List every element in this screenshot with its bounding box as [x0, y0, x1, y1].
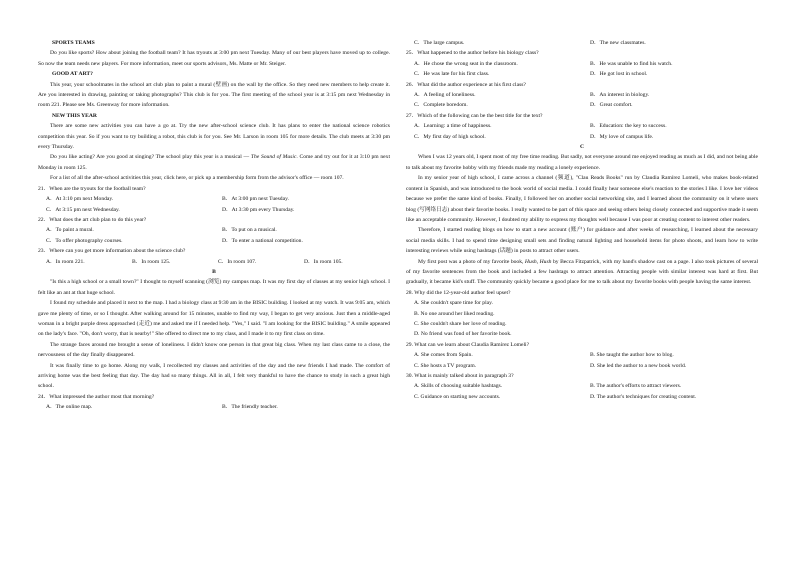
option: A．The online map.	[46, 404, 93, 411]
option: A．In room 221.	[46, 258, 85, 265]
option: D．The new classmates.	[590, 40, 646, 46]
option: B．In room 125.	[132, 258, 171, 265]
section-c-heading: C	[579, 144, 585, 151]
b-paragraph-2: I found my schedule and placed it next to the map. I had a biology class at 9:30 am in the BISIC building. I looked at my watch. It was 9:05 am, which gave me plenty of time, or so I thought. After walking around for 15 minutes, unable to find my way, I began to get very anxious. Just then a middle-aged woman in a bright purple dress approached (走近) me and asked me if I needed help. "Yes," I said. "I am looking for the BISIC building." A smile appeared on the lady's face. "Oh, don't worry, that is nearby!" She offered to direct me to my class, and I made it to my first class on time.	[38, 300, 390, 338]
b-paragraph-3: The strange faces around me brought a sense of loneliness. I didn't know one person in that great big class. When my last class came to a close, the nervousness of the day finally disappeared.	[38, 341, 390, 359]
option: B. No one around her liked reading.	[414, 310, 495, 317]
option: C．My first day of high school.	[414, 133, 486, 140]
option: C．To offer photography courses.	[46, 237, 123, 244]
option: C．The large campus.	[414, 40, 465, 46]
new-text-3: For a list of all the after-school activities this year, click here, or pick up a membership form from the advisor's office — room 107.	[50, 175, 344, 182]
question-27: 27．Which of the following can be the best title for the text?	[406, 112, 543, 119]
option: B．An interest in biology.	[590, 92, 650, 99]
c-paragraph-1: When I was 12 years old, I spent most of my free time reading. But sadly, not everyone around me enjoyed reading as much as I did, and not being able to talk about my favorite hobby with my friends made my reading a lonely experience.	[406, 154, 758, 171]
b-paragraph-4: It was finally time to go home. Along my walk, I recollected my classes and activities of the day and the new friends I had made. The comfort of arriving home was the best feeling that day. The day had so many things. All in all, I felt very thankful to have the chance to study in such a great high school.	[38, 362, 390, 390]
new-heading: NEW THIS YEAR	[52, 112, 97, 119]
option: C. She hosts a TV program.	[414, 362, 477, 369]
question-29: 29. What can we learn about Claudia Ramírez Lomeli?	[406, 341, 530, 348]
c-paragraph-2: In my senior year of high school, I came across a channel (频道), "Clau Reads Books" run by Claudia Ramírez Lomeli, who makes book-related content in Spanish, and was introduced to the book world of social media. I could finally hear someone else's reaction to the stories I like. I love her videos because we prefer the same kind of books. Finally, I followed her on another social networking site, and I learned about the community on it where users blog (写网络日志) about their favorite books. I really wanted to be part of this space and seeing others being closely connected and supportive made it seem like an acceptable community. However, I doubted my ability to express my thoughts well because I was poor at creating content to interest other readers.	[406, 175, 758, 223]
section-b-heading: B	[212, 268, 216, 275]
option: D．My love of campus life.	[590, 133, 654, 140]
question-22: 22．What does the art club plan to do this year?	[38, 216, 147, 223]
question-21: 21．When are the tryouts for the football team?	[38, 185, 146, 192]
question-25: 25．What happened to the author before his biology class?	[406, 50, 539, 57]
new-text-2: Do you like acting? Are you good at singing? The school play this year is a musical — The Sound of Music. Come and try out for it at 3:10 pm next Monday in room 125.	[38, 154, 390, 171]
option: D．At 3:30 pm every Thursday.	[222, 206, 295, 213]
question-30: 30. What is mainly talked about in paragraph 3?	[406, 373, 514, 379]
option: D. She led the author to a new book world.	[590, 362, 687, 369]
option: A．At 3:10 pm next Monday.	[46, 196, 114, 203]
option: D. The author's techniques for creating content.	[590, 393, 697, 400]
sports-text: Do you like sports? How about joining the football team? It has tryouts at 3:00 pm next Tuesday. Many of our best players have moved up to college. So now the team needs new players. For more information, meet our sports advisors, Ms. Matte or Mr. Steiger.	[38, 50, 390, 67]
new-text: There are some new activities you can have a go at. Try the new after-school science club. It has plans to enter the national science robotics competition this year. So if you want to try building a robot, this club is for you. See Mr. Larson in room 105 for more details. The club meets at 3:30 pm every Thursday.	[38, 123, 390, 151]
option: D．Great comfort.	[590, 102, 633, 109]
option: C. She couldn't share her love of reading.	[414, 320, 507, 327]
option: C．At 3:15 pm next Wednesday.	[46, 206, 120, 213]
sports-heading: SPORTS TEAMS	[52, 40, 95, 46]
art-text: This year, your schoolmates in the school art club plan to paint a mural (壁画) on the wall by the office. So they need new members to help create it. Are you interested in drawing, painting or taking photographs? This club is for you. The first meeting of the school year is at 3:15 pm next Wednesday in room 221. Please see Ms. Greenway for more information.	[38, 81, 390, 109]
option: C. Guidance on starting new accounts.	[414, 393, 501, 400]
option: D．He got lost in school.	[590, 71, 648, 78]
right-column	[406, 38, 758, 402]
option: B．He was unable to find his watch.	[590, 60, 673, 67]
question-24: 24．What impressed the author most that morning?	[38, 393, 155, 400]
option: A. Skills of choosing suitable hashtags.	[414, 383, 503, 390]
c-paragraph-3: Therefore, I started reading blogs on how to start a new account (账户) for guidance and after weeks of researching, I learned about the necessary social media skills. I had to spend time designing small sets and finding natural lighting and household items for photo shoots, and learn how to write interesting reviews while using hashtags (话题) in posts to attract other users.	[406, 227, 758, 255]
option: B．Education: the key to success.	[590, 123, 667, 130]
question-28: 28. Why did the 12-year-old author feel upset?	[406, 289, 511, 296]
art-heading: GOOD AT ART?	[52, 71, 93, 78]
option: B．At 3:00 pm next Tuesday.	[222, 196, 289, 203]
c-paragraph-4: My first post was a photo of my favorite book, Hush, Hush by Becca Fitzpatrick, with my hand's shadow cast on a page. I also took pictures of several of my favorite sentences from the book and included a few hashtags to attract attention. Attracting people with similar interest was hard at first. But gradually, it became kid's stuff. The community quickly became a good place for me to talk about my favorite books with people having the same interest.	[406, 258, 758, 286]
option: D. No friend was fond of her favorite book.	[414, 331, 512, 338]
option: A．Learning: a time of happiness.	[414, 123, 492, 130]
option: B．To put on a musical.	[222, 227, 277, 234]
option: C．In room 107.	[218, 258, 257, 265]
option: D．In room 105.	[304, 258, 343, 265]
option: A．He chose the wrong seat in the classroom.	[414, 60, 518, 67]
option: B. The author's efforts to attract viewers.	[590, 383, 682, 390]
question-26: 26．What did the author experience at his first class?	[406, 81, 526, 88]
option: A. She comes from Spain.	[414, 352, 473, 359]
option: B. She taught the author how to blog.	[590, 352, 674, 359]
option: B．The friendly teacher.	[222, 404, 278, 411]
option: A. She couldn't spare time for play.	[414, 300, 493, 307]
left-column	[38, 38, 390, 413]
option: D．To enter a national competition.	[222, 237, 303, 244]
option: C．He was late for his first class.	[414, 71, 490, 78]
option: A．To paint a mural.	[46, 227, 94, 234]
b-paragraph-1: "Is this a high school or a small town?" I thought to myself scanning (浏览) my campus map. It was my first day of classes at my senior high school. I felt like an ant at that huge school.	[38, 279, 390, 296]
option: A．A feeling of loneliness.	[414, 92, 476, 99]
question-23: 23．Where can you get more information about the science club?	[38, 248, 186, 255]
option: C．Complete boredom.	[414, 102, 468, 109]
